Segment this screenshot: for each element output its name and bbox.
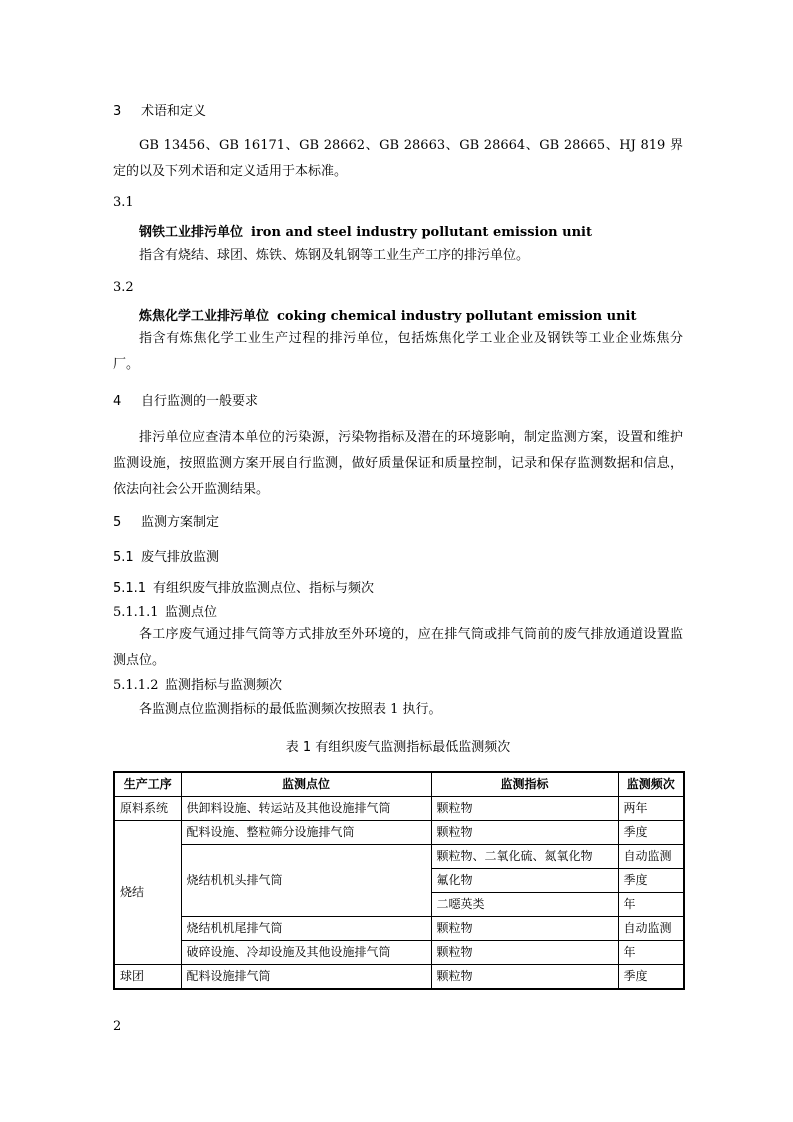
cell-indicator: 颗粒物: [431, 965, 618, 990]
section-5-1-heading: [113, 549, 219, 566]
section-title: 监测方案制定: [141, 515, 220, 530]
cell-frequency: 季度: [618, 965, 684, 990]
table-row: [114, 797, 684, 821]
cell-process: 烧结: [114, 821, 181, 965]
section-number: 5.1.1.2: [113, 678, 159, 693]
cell-frequency: 自动监测: [618, 917, 684, 941]
section-5-1-1-heading: [113, 580, 374, 597]
cell-frequency: 季度: [618, 821, 684, 845]
section-5-1-1-1-body: 各工序废气通过排气筒等方式排放至外环境的，应在排气筒或排气筒前的废气排放通道设置监测点位。: [113, 627, 683, 668]
cell-point: 烧结机机头排气筒: [181, 845, 431, 917]
term-3-2-definition: 指含有炼焦化学工业生产过程的排污单位，包括炼焦化学工业企业及钢铁等工业企业炼焦分厂。: [113, 331, 683, 372]
section-number: 4: [113, 394, 122, 409]
cell-frequency: 自动监测: [618, 845, 684, 869]
table-header-row: [114, 772, 684, 797]
header-point: 监测点位: [181, 772, 431, 797]
section-5-1-1-2-body: 各监测点位监测指标的最低监测频次按照表 1 执行。: [139, 702, 442, 717]
table-row: [114, 941, 684, 965]
cell-indicator: 颗粒物: [431, 941, 618, 965]
term-3-1-definition: 指含有烧结、球团、炼铁、炼钢及轧钢等工业生产工序的排污单位。: [139, 248, 530, 263]
page-number: 2: [113, 1019, 122, 1034]
term-3-1-cn: 钢铁工业排污单位: [139, 225, 244, 240]
table-row: [114, 845, 684, 869]
section-title: 监测指标与监测频次: [165, 678, 283, 693]
section-number: 5.1: [113, 550, 134, 565]
table-row: [114, 917, 684, 941]
section-number: 3: [113, 104, 122, 119]
term-3-1-en: iron and steel industry pollutant emission unit: [251, 225, 592, 240]
cell-point: 烧结机机尾排气筒: [181, 917, 431, 941]
cell-indicator: 氟化物: [431, 869, 618, 893]
term-3-2-cn: 炼焦化学工业排污单位: [139, 309, 270, 324]
term-3-1-title: [139, 224, 592, 241]
cell-frequency: 年: [618, 893, 684, 917]
term-3-1-number: 3.1: [113, 195, 134, 210]
cell-point: 破碎设施、冷却设施及其他设施排气筒: [181, 941, 431, 965]
section-5-1-1-2-heading: [113, 677, 282, 694]
header-indicator: 监测指标: [431, 772, 618, 797]
cell-frequency: 年: [618, 941, 684, 965]
cell-frequency: 季度: [618, 869, 684, 893]
cell-indicator: 颗粒物: [431, 821, 618, 845]
section-4-heading: [113, 393, 258, 410]
section-3-intro: GB 13456、GB 16171、GB 28662、GB 28663、GB 28664、GB 28665、HJ 819 界定的以及下列术语和定义适用于本标准。: [113, 138, 683, 179]
cell-indicator: 颗粒物、二氧化硫、氮氧化物: [431, 845, 618, 869]
table-row: [114, 821, 684, 845]
section-title: 自行监测的一般要求: [141, 394, 259, 409]
section-3-heading: [113, 103, 206, 120]
section-title: 术语和定义: [141, 104, 207, 119]
header-process: 生产工序: [114, 772, 181, 797]
cell-indicator: 颗粒物: [431, 917, 618, 941]
cell-process: 原料系统: [114, 797, 181, 821]
cell-point: 供卸料设施、转运站及其他设施排气筒: [181, 797, 431, 821]
section-number: 5.1.1: [113, 581, 147, 596]
cell-frequency: 两年: [618, 797, 684, 821]
header-frequency: 监测频次: [618, 772, 684, 797]
term-3-2-en: coking chemical industry pollutant emission unit: [277, 309, 637, 324]
term-3-2-number: 3.2: [113, 280, 134, 295]
section-title: 废气排放监测: [141, 550, 220, 565]
section-4-body: 排污单位应查清本单位的污染源，污染物指标及潜在的环境影响，制定监测方案，设置和维护监测设施，按照监测方案开展自行监测，做好质量保证和质量控制，记录和保存监测数据和信息，依法向社会公开监测结果。: [113, 430, 683, 497]
section-5-1-1-1-heading: [113, 604, 217, 621]
cell-point: 配料设施、整粒筛分设施排气筒: [181, 821, 431, 845]
section-number: 5: [113, 515, 122, 530]
cell-indicator: 颗粒物: [431, 797, 618, 821]
cell-process: 球团: [114, 965, 181, 990]
section-number: 5.1.1.1: [113, 605, 159, 620]
section-title: 监测点位: [165, 605, 218, 620]
cell-point: 配料设施排气筒: [181, 965, 431, 990]
section-title: 有组织废气排放监测点位、指标与频次: [153, 581, 375, 596]
table-1: [113, 771, 685, 990]
table-row: [114, 965, 684, 990]
table-1-caption: 表 1 有组织废气监测指标最低监测频次: [285, 740, 511, 755]
cell-indicator: 二噁英类: [431, 893, 618, 917]
section-5-heading: [113, 514, 219, 531]
term-3-2-title: [139, 308, 636, 325]
